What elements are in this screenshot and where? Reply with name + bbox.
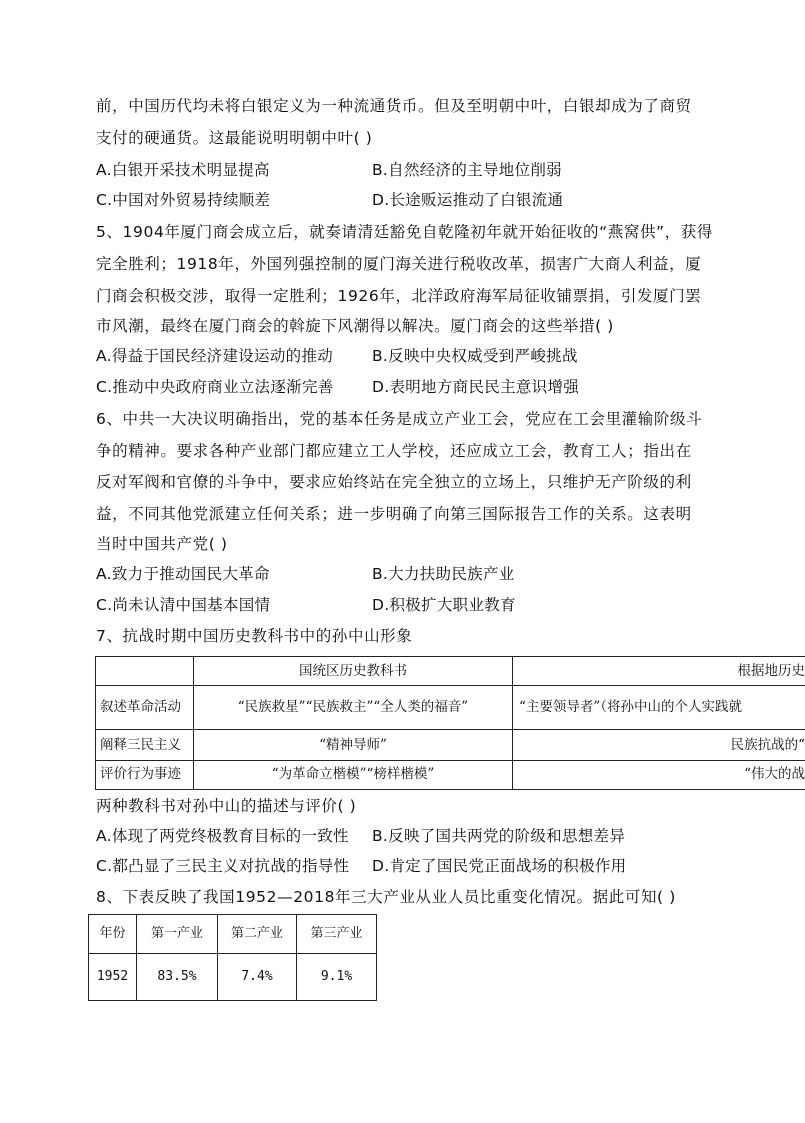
- q7-option-a: A.体现了两党终极教育目标的一致性: [96, 827, 349, 845]
- q7-table-rule: [96, 729, 805, 730]
- q7-row-label: 评价行为事迹: [100, 766, 181, 782]
- q4-line-2: 支付的硬通货。这最能说明明朝中叶( ): [96, 129, 373, 147]
- q5-line-3: 门商会积极交涉，取得一定胜利；1926年，北洋政府海军局征收铺票捐，引发厦门罢: [96, 287, 702, 305]
- q4-line-1: 前，中国历代均未将白银定义为一种流通货币。但及至明朝中叶，白银却成为了商贸: [96, 97, 692, 115]
- q6-option-b: B.大力扶助民族产业: [372, 565, 515, 583]
- q7-row-label: 叙述革命活动: [100, 699, 181, 715]
- q7-cell: “主要领导者”（将孙中山的个人实践就: [519, 699, 743, 715]
- q7-cell: 民族抗战的“: [730, 737, 805, 753]
- q5-line-2: 完全胜利；1918年，外国列强控制的厦门海关进行税收改革，损害广大商人利益，厦: [96, 255, 702, 273]
- q7-cell: “民族救星”“民族救主”“全人类的福音”: [237, 699, 469, 715]
- q6-line-5: 当时中国共产党( ): [96, 535, 228, 553]
- q7-stem: 两种教科书对孙中山的描述与评价( ): [96, 797, 357, 815]
- q6-line-1: 6、中共一大决议明确指出，党的基本任务是成立产业工会，党应在工会里灌输阶级斗: [96, 410, 703, 428]
- q8-cell: 9.1%: [320, 969, 353, 984]
- q7-cell: “为革命立楷模”“榜样楷模”: [271, 766, 435, 782]
- q8-header-primary: 第一产业: [150, 926, 203, 941]
- q4-option-a: A.白银开采技术明显提高: [96, 161, 270, 179]
- q7-row-label: 阐释三民主义: [100, 737, 181, 753]
- q8-table: [88, 914, 377, 1001]
- q5-line-4: 市风潮，最终在厦门商会的斡旋下风潮得以解决。厦门商会的这些举措( ): [96, 317, 614, 335]
- q7-cell: “精神导师”: [319, 737, 387, 753]
- q5-line-1: 5、1904年厦门商会成立后，就奏请清廷豁免自乾隆初年就开始征收的“燕窝供”，获得: [96, 223, 713, 241]
- q8-cell: 83.5%: [157, 969, 197, 984]
- q4-option-d: D.长途贩运推动了白银流通: [372, 191, 564, 209]
- q6-line-4: 益，不同其他党派建立任何关系；进一步明确了向第三国际报告工作的关系。这表明: [96, 505, 692, 523]
- q5-option-d: D.表明地方商民民主意识增强: [372, 378, 580, 396]
- q7-title: 7、抗战时期中国历史教科书中的孙中山形象: [96, 627, 413, 645]
- q5-option-c: C.推动中央政府商业立法逐渐完善: [96, 378, 334, 396]
- q7-header-kmt: 国统区历史教科书: [299, 663, 407, 679]
- q6-option-d: D.积极扩大职业教育: [372, 596, 516, 614]
- q8-table-rule: [89, 953, 376, 954]
- q8-header-tertiary: 第三产业: [310, 926, 363, 941]
- q7-table-rule: [96, 760, 805, 761]
- q4-option-c: C.中国对外贸易持续顺差: [96, 191, 271, 209]
- q7-cell: “伟大的战: [744, 766, 805, 782]
- q5-option-b: B.反映中央权威受到严峻挑战: [372, 347, 578, 365]
- q6-line-2: 争的精神。要求各种产业部门都应建立工人学校，还应成立工会，教育工人；指出在: [96, 442, 692, 460]
- q7-option-b: B.反映了国共两党的阶级和思想差异: [372, 827, 626, 845]
- q6-line-3: 反对军阀和官僚的斗争中，要求应始终站在完全独立的立场上，只维护无产阶级的利: [96, 473, 692, 491]
- q5-option-a: A.得益于国民经济建设运动的推动: [96, 347, 334, 365]
- q6-option-c: C.尚未认清中国基本国情: [96, 596, 271, 614]
- q8-cell-year: 1952: [96, 969, 129, 984]
- q8-cell: 7.4%: [241, 969, 273, 984]
- q7-header-base: 根据地历史: [737, 663, 805, 679]
- q7-table-rule: [96, 685, 805, 686]
- q8-header-year: 年份: [99, 926, 126, 941]
- q6-option-a: A.致力于推动国民大革命: [96, 565, 270, 583]
- q8-header-secondary: 第二产业: [230, 926, 283, 941]
- q8-stem: 8、下表反映了我国1952—2018年三大产业从业人员比重变化情况。据此可知( ): [96, 888, 676, 906]
- q7-option-c: C.都凸显了三民主义对抗战的指导性: [96, 857, 350, 875]
- q7-option-d: D.肯定了国民党正面战场的积极作用: [372, 857, 627, 875]
- q4-option-b: B.自然经济的主导地位削弱: [372, 161, 562, 179]
- q7-table: [95, 656, 805, 790]
